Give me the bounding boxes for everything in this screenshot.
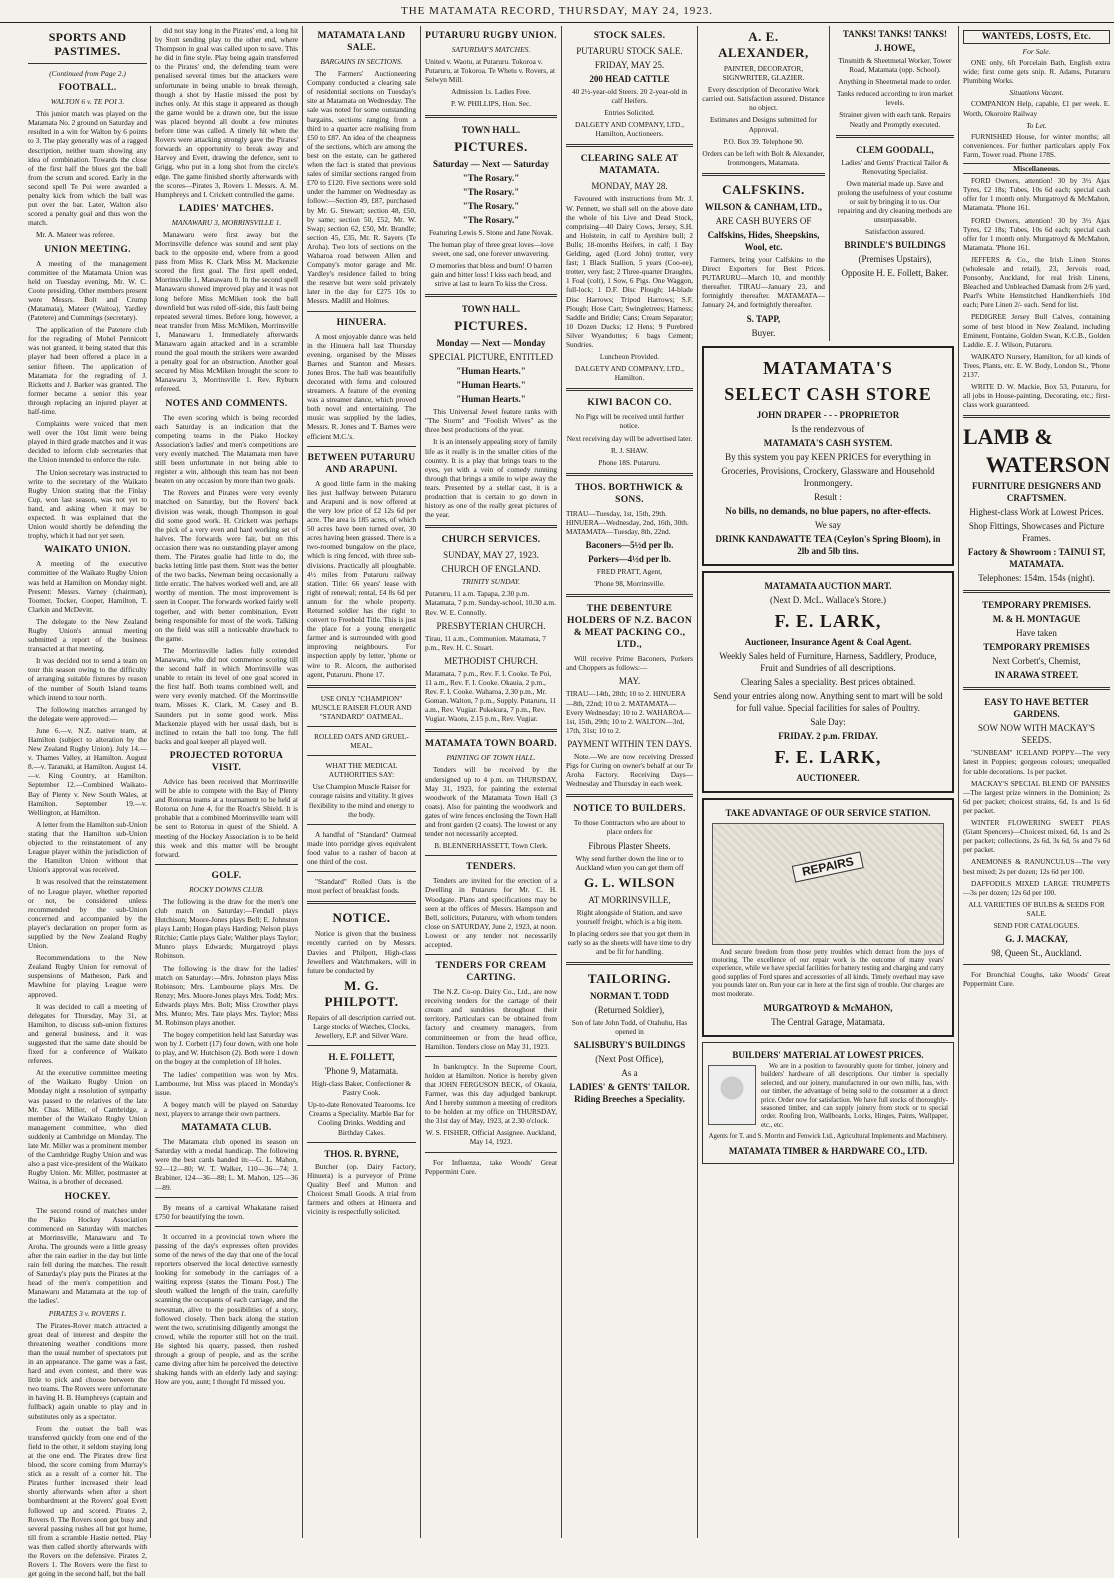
ad-text: Clearing Sales a speciality. Best prices obtained. bbox=[740, 676, 916, 687]
ad-text: Admission 1s. Ladies Free. bbox=[451, 87, 531, 97]
article-paragraph: It occurred in a provincial town where the passing of the day's expresses often provides some of the news of the day that one of the local reporters observed the local detective earnestly looking for somebody in the carriages of a waiting express (states the Timaru Post.) The sleuth walked the length of the train, carefully scanning the occupants of each carriage, and the newsman, alive to the possibilities of a story, followed closely. Then back along the station went the two, scrutinising diligently amongst the crowd, while the reporter still hot on the trail. He sighted his quarry, passed, then rushed through a group of people, and as the scribe came diving after him he perceived the detective shaking hands with an elderly lady and saying: How are you, aunt; I thought I'd missed you. bbox=[155, 1231, 298, 1387]
ad-auction-mart bbox=[702, 571, 954, 793]
location: The Central Garage, Matamata. bbox=[771, 1016, 885, 1027]
notice-text: Tenders are invited for the erection of a Dwelling in Putaruru for Mr. C. H. Woodgate. Plans and specifications may be seen at the offices of Messrs. Hampson and Bell, solicitors, Putaruru, with whom tenders close on SATURDAY, June 2, 1923, at noon. Lowest or any tender not necessarily accepted. bbox=[425, 876, 557, 949]
article-paragraph: From the outset the ball was transferred quickly from one end of the field to the other, it seldom staying long at the one end. The Pirates drew first blood, the score coming from Murray's stick as a result of a corner hit. The Pirates further increased their lead shortly afterwards when after a short bombardment at the Rovers' goal Evett followed up and scored. Pirates 2, Rovers 0. The Rovers soon got busy and several passing rushes all but got home, till from a scramble Hastie netted. Play was then called shortly afterwards with the Rovers on the defensive. Pirates 2, Rovers 1. The Rovers were the first to get going in the second half, but the ball bbox=[28, 1423, 147, 1578]
service-list: Matamata, 7 p.m., Rev. F. I. Cooke. Te Poi, 11 a.m., Rev. F. I. Cooke. Okauia, 2 p.m., Rev. F. I. Cooke. Waharoa, 2.30 p.m., Mr. Goman. Walton, 7 p.m., Supply. Putaruru, 11 a.m., Rev. Vugiar. Pukekura, 7 p.m., Rev. Vugiar. Waotu, 2.15 p.m., Rev. Vugiar. bbox=[425, 668, 557, 724]
article-paragraph: A bogey match will be played on Saturday next, players to arrange their own partners. bbox=[155, 1099, 298, 1118]
garage-illustration bbox=[712, 823, 944, 945]
film-title: "Human Hearts." bbox=[456, 366, 526, 377]
article-paragraph: The Union secretary was instructed to write to the secretary of the Waikato Rugby Union stating that the Finlay Cup, won last season, was not yet to hand, and asking when it may be expected. It was explained that the Union would shortly be defending the trophy, which it had not yet seen. bbox=[28, 467, 147, 541]
film-title: "The Rosary." bbox=[462, 200, 520, 211]
heading: THE DEBENTURE HOLDERS OF N.Z. BACON & MEAT PACKING CO., LTD., bbox=[567, 604, 692, 651]
mart-title: MATAMATA AUCTION MART. bbox=[764, 580, 892, 591]
ad-text: Son of late John Todd, of Otahuhu, Has opened in bbox=[571, 1018, 688, 1037]
section-heading: SPORTS AND PASTIMES. bbox=[48, 30, 127, 58]
phone: Phone 18S. Putaruru. bbox=[598, 457, 661, 467]
article-paragraph: did not stay long in the Pirates' end, a long hit by Stott sending play to the other end, where Thompson in goal was called upon to save. This he did in fine style. Play being again transferred to the Pirates' end, the defending team were penalised several times but the attackers were unfortunate in being unable to break through, though a shot by Hastie missed the post by inches only. At this stage it appeared as though the game would be a drawn one, but the issue was placed beyond all doubt a few minutes before time was called. A timely hit when the Rovers were attacking strongly gave the Pirates' forwards an opportunity to break away and Harvey and Evett, drawing the defence, sent to Grigg, who put in a long shot from the circle's edge. The game finished shortly afterwards with the scores—Pirates 3, Rovers 1. Messrs. A. M. Humphreys and I. Crickett controlled the game. bbox=[155, 26, 298, 199]
heading: HOCKEY. bbox=[64, 1191, 111, 1202]
article-paragraph: A letter from the Hamilton sub-Union stating that the Hamilton sub-Union objected to the reinstatement of any League player within the jurisdiction of the Hamilton Union without that Union's approval was received. bbox=[28, 819, 147, 875]
ad-text: And secure freedom from those petty troubles which detract from the joys of motoring. The excellence of our repair work is the outcome of many years' experience, while we have special facilities for battery testing and charging and carry good supplies of Ford spares and accessories of all kinds. Timely overhaul may save you pounds later on. Run your car in here at the first sign of trouble. Our charges are most moderate. bbox=[712, 948, 944, 998]
location: (Premises Upstairs), bbox=[858, 254, 932, 265]
subheading: TRINITY SUNDAY. bbox=[461, 577, 521, 587]
heading: BETWEEN PUTARURU AND ARAPUNI. bbox=[307, 452, 416, 475]
poem: O memories that bless and burn! O barren gain and bitter loss! I kiss each bead, and strive at last to learn To kiss the Cross. bbox=[429, 260, 553, 289]
signature-title: Buyer. bbox=[751, 327, 776, 338]
store-title: MATAMATA'S bbox=[763, 357, 893, 378]
business-name: M. G. PHILPOTT. bbox=[324, 977, 399, 1009]
heading: STOCK SALES. bbox=[593, 31, 666, 41]
heading: MATAMATA LAND SALE. bbox=[317, 31, 406, 53]
ad-text: Orders can be left with Bolt & Alexander, Ironmongers, Matamata. bbox=[702, 148, 825, 167]
article-paragraph: It was decided to call a meeting of delegates for Thursday, May 31, at Hamilton, to discuss sub-union fixtures and general business, and it was suggested that the same date should be fixed for a conference of Waikato referees. bbox=[28, 1001, 147, 1066]
column-classifieds bbox=[958, 26, 1114, 1538]
heading: MATAMATA TOWN BOARD. bbox=[425, 739, 557, 750]
service-list: Putaruru, 11 a.m. Tapapa, 2.30 p.m. Matamata, 7 p.m. Sunday-school, 10.30 a.m. Rev. W. E. Connolly. bbox=[425, 589, 556, 617]
business-name: NORMAN T. TODD bbox=[589, 991, 670, 1002]
notice-heading: NOTICE. bbox=[332, 910, 391, 926]
article-paragraph: Manawaru were first away but the Morrinsville defence was sound and sent play back to the opposite end, where from a good pass from Miss K. Clark Miss M. Mackenzie scored the first goal. The first spell ended, Morrinsville 1, Manawaru 0. In the second spell Manawaru showed improved play and it was not long before Miss McMiken took the ball downfield but was ruled off-side, this fault being repeated several times. Before long, however, a neat transfer from Miss McMiken, Morrinsville 1, Manawaru 1. Immediately afterwards Manawaru again attacked and in a scramble round the goal mouth the strikers were awarded a penalty goal for an obstruction. Another goal secured by Miss McMiken brought the score to Manawaru 3, Morrinsville 1. Rev. Ryburn refereed. bbox=[155, 229, 298, 394]
signature: S. TAPP, bbox=[746, 313, 781, 324]
ad-text: The human play of three great loves—love sweet, one sad, one forever unwavering. bbox=[428, 239, 554, 258]
classified-ad: PEDIGREE Jersey Bull Calves, containing some of best blood in New Zealand, including Eminent, Fontaine, Golden Swan, K.C.B., Golden Laddie. E. J. Wilson, Putaruru. bbox=[963, 312, 1110, 349]
ad-text: Result : bbox=[814, 491, 842, 502]
ad-text: Highest-class Work at Lowest Prices. bbox=[969, 507, 1104, 518]
business-name: A. E. ALEXANDER, bbox=[718, 29, 809, 60]
store-title: SELECT CASH STORE bbox=[724, 383, 932, 404]
ad-text: "SUNBEAM" ICELAND POPPY—The very latest in Poppies; gorgeous colours; unequalled for table decorations. 1s per packet. bbox=[963, 748, 1110, 776]
ad-text: We say bbox=[814, 519, 841, 530]
ad-text: Next Corbett's, Chemist, bbox=[992, 656, 1081, 667]
signature: DALGETY AND COMPANY, LTD., Hamilton. bbox=[575, 364, 684, 383]
ad-heading: EASY TO HAVE BETTER GARDENS. bbox=[984, 697, 1089, 720]
denomination: PRESBYTERIAN CHURCH. bbox=[436, 620, 546, 631]
ad-text: Auctioneer, Insurance Agent & Coal Agent. bbox=[744, 636, 912, 647]
article-paragraph: The application of the Patetere club for the regrading of Mohel Pennicott was not granted, it being stated that this player had been offered a place in a senior fifteen. The application of Matamata for the regrading of J. Ricketts and J. Barker was granted. The former became a senior this year through replacing an injured player at half-time. bbox=[28, 325, 147, 416]
business-heading: CALFSKINS. bbox=[722, 181, 805, 197]
business-name: MURGATROYD & McMAHON, bbox=[763, 1002, 893, 1013]
ad-service-station bbox=[702, 798, 954, 1037]
ad-text: Send your entries along now. Anything sent to mart will be sold for full value. Special facilities for sales of Poultry. bbox=[713, 690, 943, 713]
ad-text: "Standard" Rolled Oats is the most perfect of breakfast foods. bbox=[307, 877, 416, 896]
pictures-heading: PICTURES. bbox=[454, 318, 528, 334]
sale-date: MONDAY, MAY 28. bbox=[591, 181, 668, 192]
schedule: TIRAU—14th, 28th; 10 to 2. HINUERA—8th, 22nd; 10 to 2. MATAMATA—Every Wednesday; 10 to 2. WAHAROA—1st, 15th, 29th; 10 to 2. WALTON—3rd, 17th, 31st; 10 to 2. bbox=[566, 689, 691, 735]
ad-text: Right alongside of Station, and save yourself freight, which is a big item. bbox=[576, 907, 683, 926]
repairs-sign: REPAIRS bbox=[792, 851, 864, 882]
classified-section: To Let. bbox=[1026, 120, 1047, 130]
ad-text: To those Contractors who are about to place orders for bbox=[573, 818, 686, 837]
stock-list: 40 2½-year-old Steers. 20 2-year-old in calf Heifers. bbox=[571, 87, 687, 106]
tailoring-heading: TAILORING. bbox=[587, 971, 672, 987]
article-paragraph: A meeting of the management committee of the Matamata Union was held on Tuesday evening, Mr. W. C. Coote presiding. Other members present were Messrs. Bolt and Crump (Matamata), Mateer (Waitoa), Yardley (Patetere) and Cummings (secretary). bbox=[28, 258, 147, 323]
schedule: TIRAU—Tuesday, 1st, 15th, 29th. HINUERA—Wednesday, 2nd, 16th, 30th. MATAMATA—Tuesday, 8th, 22nd. bbox=[566, 508, 689, 536]
film-title: "Human Hearts." bbox=[456, 380, 526, 391]
article-paragraph: By means of a carnival Whakatane raised £750 for beautifying the town. bbox=[155, 1202, 298, 1221]
ad-select-cash-store bbox=[702, 346, 954, 566]
ad-text: Entries Solicited. bbox=[604, 108, 655, 118]
signature: P. W. PHILLIPS, Hon. Sec. bbox=[450, 99, 532, 109]
subheading: PAINTING OF TOWN HALL. bbox=[446, 753, 536, 763]
ad-text: Have taken bbox=[1016, 628, 1057, 639]
subheading: WALTON 6 v. TE POI 3. bbox=[50, 97, 125, 107]
subheading: PIRATES 3 v. ROVERS 1. bbox=[48, 1308, 127, 1318]
film-title: "The Rosary." bbox=[462, 214, 520, 225]
venue: TOWN HALL. bbox=[461, 124, 521, 135]
ad-text: DAFFODILS MIXED LARGE TRUMPETS—3s per dozen; 12s 6d per 100. bbox=[963, 878, 1110, 897]
ad-text: Tinsmith & Sheetmetal Worker, Tower Road, Matamata (opp. School). bbox=[838, 56, 952, 75]
ad-text: TEMPORARY PREMISES bbox=[983, 642, 1090, 653]
heading: KIWI BACON CO. bbox=[587, 398, 672, 409]
classified-ad: WAIKATO Nursery, Hamilton, for all kinds of Trees, Plants, etc. E. W. Body, London St., 'Phone 2137. bbox=[963, 351, 1110, 379]
business-name: J. HOWE, bbox=[874, 43, 916, 53]
article-paragraph: The Matamata club opened its season on Saturday with a medal handicap. The following were the best cards handed in:—G. L. Mahon, 92—12—80; W. T. Walker, 110—36—74; J. Brabiner, 124—36—88; L. M. Mahon, 125—36—89. bbox=[155, 1137, 298, 1192]
special-label: SPECIAL PICTURE, ENTITLED bbox=[429, 352, 553, 363]
location: (Next Post Office), bbox=[595, 1054, 664, 1065]
ad-text: No bills, no demands, no blue papers, no after-effects. bbox=[725, 505, 931, 516]
classified-section: For Sale. bbox=[1022, 47, 1051, 56]
heading: TENDERS. bbox=[466, 862, 516, 873]
heading: WANTEDS, LOSTS, Etc. bbox=[963, 30, 1110, 44]
article-paragraph: It was resolved that the reinstatement of no League player, whether reported or not, be considered unless recommended by the sub-Union concerned and accompanied by the player's declaration on proper form as supplied by the New Zealand Rugby Union. bbox=[28, 877, 147, 951]
article-paragraph: At the executive committee meeting of the Waikato Rugby Union on Monday night a resolution of sympathy was passed to the relatives of the late Mr. Chas. Miller, of Cambridge, a member of the Waikato Rugby Union management committee, who died suddenly at Cambridge on Monday. The late Mr. Miller was a prominent member of the Cambridge Rugby Union and was also a past vice-president of the Waikato Rugby Union. Mr. Miller, postmaster at Waitoa, is a brother of deceased. bbox=[28, 1068, 147, 1187]
business-name: WILSON & CANHAM, LTD., bbox=[704, 201, 823, 212]
ad-text: USE ONLY "CHAMPION" MUSCLE RAISER FLOUR AND "STANDARD" OATMEAL. bbox=[311, 693, 412, 721]
business-name: H. E. FOLLETT, bbox=[328, 1052, 395, 1063]
ad-text: Satisfaction assured. bbox=[864, 227, 925, 237]
ad-text: Shop Fittings, Showcases and Picture Frames. bbox=[968, 521, 1105, 544]
business-name: MATAMATA TIMBER & HARDWARE CO., LTD. bbox=[728, 1145, 928, 1156]
ad-text: Weekly Sales held of Furniture, Harness, Saddlery, Produce, Fruit and Sundries of all descriptions. bbox=[719, 650, 937, 673]
building: BRINDLE'S BUILDINGS bbox=[844, 240, 946, 251]
business-name: G. J. MACKAY, bbox=[1005, 934, 1068, 945]
sale-date: FRIDAY, MAY 25. bbox=[594, 60, 665, 70]
ad-text: ALL VARIETIES OF BULBS & SEEDS FOR SALE. bbox=[968, 899, 1105, 918]
stock-list: Favoured with instructions from Mr. J. W. Pennett, we shall sell on the above date the whole of his Live and Dead Stock, comprising—40 Dairy Cows, Jersey, S.H. and Holstein, in calf to Ayrshire bull; 2 Bulls; 18-months Heifers, in calf; 1 Bay Gelding, aged (Lord John) trotter, very fast; 1 Black Stallion, 5 years (Coo-ee), trotter, very fast; 2 Three-quarter Draughts, 1 Foal (colt), 1 Sow, 6 Pigs. One Waggon, full-lock; 1 D.F. Disc Plough; 14-blade Disc Harrows; Tripod Harrows; S.F. Plough; Hose Cart; Swingletrees; Harness; Saddle and Bridle; Cans; Cream Separator; 10 Dozen Ducks; 12 Hens; 9 Purebred Silver Wyandottes; 6 bags Cement; Sundries. bbox=[566, 194, 693, 349]
ad-text: Up-to-date Renovated Tearooms. Ice Creams a Speciality. Marble Bar for Cooling Drinks. Wedding and Birthday Cakes. bbox=[307, 1100, 416, 1137]
trades: PAINTER, DECORATOR, SIGNWRITER, GLAZIER. bbox=[722, 64, 805, 83]
sale-headline: 200 HEAD CATTLE bbox=[589, 74, 670, 84]
ad-text: Repairs of all description carried out. Large stocks of Watches, Clocks, Jewellery, E.P. and Silver Ware. bbox=[307, 1012, 416, 1040]
subheading: MANAWARU 3, MORRINSVILLE 1. bbox=[171, 217, 282, 227]
ad-text: Ladies' and Gents' Practical Tailor & Renovating Specialist. bbox=[841, 157, 949, 176]
heading: NOTES AND COMMENTS. bbox=[165, 398, 288, 409]
signature: FRED PRATT, Agent, bbox=[596, 567, 663, 577]
business-name: F. E. LARK, bbox=[774, 610, 882, 631]
notice-text: In bankruptcy. In the Supreme Court, holden at Hamilton. Notice is hereby given that JOHN FERGUSON BECK, of Okauia, Farmer, was this day adjudged bankrupt. And I hereby summon a meeting of creditors to be holden at my office on THURSDAY, the 31st day of May, 1923, at 2.30 o'clock. bbox=[425, 1061, 557, 1126]
proprietor: JOHN DRAPER - - - PROPRIETOR bbox=[756, 409, 900, 420]
ad-text: In placing orders see that you get them in early so as the sheets will have time to dry and be fit for handling. bbox=[567, 928, 692, 957]
ad-builders-material bbox=[702, 1042, 954, 1164]
subheading: BARGAINS IN SECTIONS. bbox=[320, 57, 403, 66]
payment-note: PAYMENT WITHIN TEN DAYS. bbox=[567, 738, 692, 749]
ad-text: MATAMATA'S CASH SYSTEM. bbox=[763, 437, 893, 448]
signature-title: AUCTIONEER. bbox=[796, 772, 860, 783]
heading: WAIKATO UNION. bbox=[44, 545, 131, 556]
classified-ad: JEFFERS & Co., the Irish Linen Stores (wholesale and retail), 23, Jervois road, Ponsonby, Auckland, for real Irish Linens, Bleached and Unbleached Damask from 2/6 yard, Pearl's White Hemstitched Handkerchiefs 10d each; Pure Linen 2/- each. Send for list. bbox=[963, 254, 1110, 310]
article-paragraph: A good little farm in the making lies just halfway between Putaruru and Arapuni and is now offered at the very low price of £2 12s 6d per acre. The area is 185 acres, of which 50 acres have been turned over, 30 acres having been grassed. There is a two-roomed bungalow on the place, which is ring fenced, with three sub-divisions. Practically all ploughable. 4½ miles from Putaruru railway station. Title: 66 years' lease with right of renewal; rental, £4 8s 6d per annum for the whole property. Returned soldier has the right to convert to Freehold Title. This is just the place for a young energetic farmer and is surrounded with good improving neighbours. For inspection apply by letter, 'phone or wire to R. Alcorn, the authorised agent, Putaruru. Phone 17. bbox=[307, 478, 416, 679]
ad-text: Use Champion Muscle Raiser for courage raisins and vitality. It gives flexibility to the mind and energy to the body. bbox=[308, 782, 415, 819]
ad-heading: TAKE ADVANTAGE OF OUR SERVICE STATION. bbox=[725, 807, 931, 818]
classified-ad: ONE only, 6ft Porcelain Bath, English extra wide; first come gets snip. R. Adams, Putaruru Plumbing Works. bbox=[963, 58, 1110, 86]
ad-text: Strainer given with each tank. Repairs Neatly and Promptly executed. bbox=[839, 110, 951, 129]
ad-text: Calfskins, Hides, Sheepskins, Wool, etc. bbox=[707, 229, 820, 252]
article-paragraph: The even scoring which is being recorded each Saturday is an indication that the competing teams in the Piako Hockey Association's ladies' and men's competitions are very evenly matched. The Matamata men have still been unfortunate in not being able to register a win, although this team has not been beaten on any occasion by more than two goals. bbox=[155, 412, 298, 486]
ad-howe-goodall bbox=[836, 26, 954, 341]
notice-text: The N.Z. Co-op. Dairy Co., Ltd., are now receiving tenders for the cartage of their cream and sundries throughout their territory. Particulars can be obtained from factory and creamery managers, from committeemen or from the head office, Hamilton. Tenders close on May 31, 1923. bbox=[425, 987, 557, 1051]
business-name: G. L. WILSON bbox=[583, 874, 675, 890]
denomination: METHODIST CHURCH. bbox=[444, 655, 538, 666]
ad-text: It is an intensely appealing story of family life as it really is in the smaller cities of the country. It is a play that brings tears to the eyes, yet with a vein of comedy running through that brings a smile to wipe away the tears. Presented by a stellar cast, it is a production that is certain to go down in history as one of the really great pictures of the year. bbox=[425, 437, 557, 520]
ad-heading: BUILDERS' MATERIAL AT LOWEST PRICES. bbox=[732, 1049, 924, 1060]
ad-text: ARE CASH BUYERS OF bbox=[715, 215, 812, 226]
continuation-note: (Continued from Page 2.) bbox=[49, 69, 126, 78]
article-paragraph: The following is the draw for the ladies' match on Saturday:—Mrs. Johnston plays Miss Robinson; Mrs. Lambourne plays Mrs. De Renzy; Mrs. Moore-Jones plays Mrs. Todd; Mrs. Edwards plays Mrs. Bolt; Miss Crowther plays Mrs. Munro; Mrs. Tate plays Mrs. Taylor; Miss M. Robinson plays another. bbox=[155, 963, 298, 1028]
ad-text: Butcher (op. Dairy Factory, Hinuera) is a purveyor of Prime Quality Beef and Mutton and Choicest Small Goods. A trial from farmers and others at Hinuera and vicinity is respectfully solicited. bbox=[307, 1161, 416, 1217]
article-paragraph: The Farmers' Auctioneering Company conducted a clearing sale of residential sections on Tuesday's site at Matamata on Wednesday. The sale was noted for some outstanding bargains, sections ranging from a third to a quarter acre realising from £50 to £87. An idea of the cheapness of the sections, which are among the best on the estate, can be gathered when the fact is stated that previous sales of similar sections ranged from £70 to £120. Five sections were sold under the hammer on Wednesday as follow:—Section 49, £87, purchased by Mr. G. Stewart; section 48, £50, by same; section 50, £52, Mr. W. Swap; section 62, £50, Mr. Brandle; section 45, £35, Mr. R. Sayers (Te Aroha). Two lots of sections on the Waharoa road between Allen and Company's motor garage and Mr. Yardley's residence failed to bring the reserve but were sold privately later in the day for £275 10s to Messrs. Madill and Holmes. bbox=[307, 69, 416, 306]
notice-text: Will receive Prime Baconers, Porkers and Choppers as follows:— bbox=[566, 654, 693, 673]
heading: TENDERS FOR CREAM CARTING. bbox=[435, 961, 547, 984]
classified-section: Miscellaneous. bbox=[963, 163, 1110, 174]
article-paragraph: The second round of matches under the Piako Hockey Association commenced on Saturday with matches at Morrinsville, Manawaru and Te Aroha. The grounds were a little greasy after the rain earlier in the day but little rain fell during the matches. The result of Saturday's play puts the Pirates at the head of the men's competition and Manawaru and Matamata at the top of the ladies'. bbox=[28, 1205, 147, 1306]
business-name: THOS. R. BYRNE, bbox=[324, 1148, 399, 1159]
fixture-list: United v. Waotu, at Putaruru. Tokoroa v. Putaruru, at Tokoroa. Te Whetu v. Rovers, at Selwyn Mill. bbox=[425, 57, 556, 85]
ad-text: ROLLED OATS AND GRUEL-MEAL. bbox=[314, 732, 409, 751]
location: 98, Queen St., Auckland. bbox=[991, 948, 1082, 959]
heading: PUTARURU RUGBY UNION. bbox=[425, 31, 557, 41]
ad-text: LADIES' & GENTS' TAILOR. Riding Breeches a Speciality. bbox=[569, 1082, 690, 1105]
ad-text: High-class Baker, Confectioner & Pastry Cook. bbox=[311, 1079, 412, 1098]
ad-text: This Universal Jewel feature ranks with "The Storm" and "Foolish Wives" as the three best productions of the year. bbox=[425, 407, 557, 435]
month: MAY. bbox=[618, 676, 641, 687]
ad-text: WHAT THE MEDICAL AUTHORITIES SAY: bbox=[325, 761, 398, 780]
column-stock-sales bbox=[561, 26, 697, 1538]
heading: HINUERA. bbox=[336, 317, 387, 328]
ad-text: Farmers, bring your Calfskins to the Direct Exporters for Best Prices. PUTARURU—March 10, and monthly thereafter. TIRAU—January 23, and fortnightly thereafter. MATAMATA—January 24, and fortnightly thereafter. bbox=[702, 254, 825, 310]
article-paragraph: Mr. A. Mateer was referee. bbox=[36, 230, 115, 240]
sale-name: PUTARURU STOCK SALE. bbox=[576, 46, 683, 56]
ad-text: SEND FOR CATALOGUES. bbox=[993, 920, 1080, 930]
ad-text: ANEMONES & RANUNCULUS—The very best mixed; 2s per dozen; 12s 6d per 100. bbox=[963, 857, 1110, 876]
ad-text: SOW NOW WITH MACKAY'S SEEDS. bbox=[977, 723, 1096, 746]
ad-text: Anything in Sheetmetal made to order. bbox=[838, 77, 952, 87]
venue: TOWN HALL. bbox=[461, 304, 521, 315]
ad-text: Estimates and Designs submitted for Approval. bbox=[709, 115, 817, 134]
column-rugby-pictures bbox=[420, 26, 561, 1538]
ad-text: IN ARAWA STREET. bbox=[994, 670, 1079, 681]
classified-ad: WRITE D. W. Mackie, Box 53, Putaruru, for all jobs in House-painting, Decorating, etc.; first-class work guaranteed. bbox=[963, 382, 1110, 410]
article-paragraph: A meeting of the executive committee of the Waikato Rugby Union was held at Hamilton on Monday night. Present: Messrs. Varney (chairman), Toomer, Tocker, Cooper, Hamilton, T. Clarkin and McDevitt. bbox=[28, 559, 147, 614]
subheading: ROCKY DOWNS CLUB. bbox=[189, 884, 264, 894]
notice-text: Tenders will be received by the undersigned up to 4 p.m. on THURSDAY, May 31, 1923, for painting the external woodwork of the Matamata Town Hall (3 coats). Also for painting the woodwork and gates of wire fences enclosing the Town Hall and front garden (2 coats). The lowest or any tender not necessarily accepted. bbox=[425, 765, 557, 839]
phone: Telephones: 154m. 154s (night). bbox=[978, 573, 1095, 584]
article-paragraph: The following is the draw for the men's one club match on Saturday:—Fendall plays Hutchison; Moore-Jones plays Bell; E. Johnston plays Lamb; Hogan plays Harding; Nelson plays Ritchie; Cattle plays Gale; Walther plays Taylor; Munro plays Edwards; Murgatroyd plays Robinson. bbox=[155, 896, 298, 961]
fixture-list: June 6.—v. N.Z. native team, at Hamilton (subject to alteration by the New Zealand Rugby Union). July 14.—v. Thames Valley, at Hamilton. August 8.—v. Taranaki, at Hamilton. August 14.—v. King Country, at Hamilton. September 12.—Combined Waikato-Bay of Plenty v. New South Wales, at Hamilton. September 19.—v. Wellington, at Hamilton. bbox=[28, 725, 147, 817]
ad-text: We are in a position to favourably quote for timber, joinery and builders' hardware of all descriptions. Our timber is specially selected, and our joinery, manufactured in our own mills, has, with our timber, the advantage of being sold to the consumer at a direct price. Order now for satisfaction. We have full stocks of thoroughly-seasoned timber, and can supply joinery from stock or to special order. Roofing Iron, Wallboards, Locks, Hinges, Paints, Wallpaper, etc., etc. bbox=[761, 1062, 948, 1129]
heading: THOS. BORTHWICK & SONS. bbox=[575, 482, 684, 505]
location: (Next D. McL. Wallace's Store.) bbox=[770, 594, 886, 605]
article-paragraph: Advice has been received that Morrinsville will be able to compete with the Bay of Plenty and Rotorua teams at a tournament to be held at Rotorua on June 4, for the Roach's Shield. It is probable that a combined Morrinsville team will be sent to Rotorua in quest of the Shield. A meeting of the Hockey Association is to be held this week and this matter will be brought forward. bbox=[155, 776, 298, 859]
church-date: SUNDAY, MAY 27, 1923. bbox=[443, 550, 539, 561]
contact: P.O. Box 39. Telephone 90. bbox=[723, 136, 804, 146]
film-title: "Human Hearts." bbox=[456, 394, 526, 405]
column-hockey-golf bbox=[150, 26, 302, 1538]
showing-day: Monday — Next — Monday bbox=[436, 338, 546, 349]
article-paragraph: The delegate to the New Zealand Rugby Union's annual meeting submitted a report of the business transacted at that meeting. bbox=[28, 616, 147, 654]
ad-text: Is the rendezvous of bbox=[791, 423, 865, 434]
column-sports bbox=[0, 26, 150, 1578]
ad-text: Why send further down the line or to Auckland when you can get them off bbox=[575, 853, 684, 872]
signature: R. J. SHAW. bbox=[610, 445, 649, 455]
ad-text: Groceries, Provisions, Crockery, Glassware and Household Ironmongery. bbox=[721, 465, 935, 488]
heading: FOOTBALL. bbox=[58, 83, 117, 94]
article-paragraph: The Morrinsville ladies fully extended Manawaru, who did not commence scoring till the second half in which Morrinsville was unable to retain its level of one goal scored in the first half. Both teams combined well, and were very evenly matched. Of the Morrinsville team, Misses K. Clark, M. Casey and B. Saunders put in some good work. Miss Mackenzie played with her usual dash, but is inclined to retain the ball too long. The full backs and goal keeper all played well. bbox=[155, 645, 298, 746]
heading: MATAMATA CLUB. bbox=[181, 1123, 272, 1134]
building: SALISBURY'S BUILDINGS bbox=[573, 1040, 686, 1051]
notice-text: Notice is given that the business recently carried on by Messrs. Davies and Philpott, High-class Jewellers and Watchmakers, will in future be conducted by bbox=[307, 929, 416, 975]
subheading: SATURDAY'S MATCHES. bbox=[451, 45, 531, 54]
article-paragraph: The ladies' competition was won by Mrs. Lambourne, but Miss was placed in Monday's issue. bbox=[155, 1069, 298, 1097]
ad-text: FURNITURE DESIGNERS AND CRAFTSMEN. bbox=[971, 481, 1102, 504]
ad-text: For Bronchial Coughs, take Woods' Great Peppermint Cure. bbox=[963, 970, 1110, 989]
subtitle: (Returned Soldier), bbox=[594, 1005, 665, 1016]
signature: B. BLENNERHASSETT, Town Clerk. bbox=[434, 841, 548, 851]
business-name: LAMB & bbox=[963, 424, 1053, 450]
denomination: CHURCH OF ENGLAND. bbox=[441, 564, 541, 575]
heading: GOLF. bbox=[211, 870, 242, 881]
column-advertisements bbox=[697, 26, 958, 1538]
ad-text: Luncheon Provided. bbox=[599, 352, 660, 362]
classified-ad: FORD Owners, attention! 30 by 3½ Ajax Tyres, £2 18s; Tubes, 10s 6d each; special cash offer for 1 month only. Murgatroyd & McMahon, Matamata. 'Phone 161. bbox=[963, 176, 1110, 213]
ad-text: For Influenza, take Woods' Great Peppermint Cure. bbox=[425, 1157, 557, 1176]
ad-text: DRINK KANDAWATTE TEA (Ceylon's Spring Bloom), in 2lb and 5lb tins. bbox=[715, 533, 941, 556]
price: Porkers—4½d per lb. bbox=[588, 554, 671, 565]
heading: CLEARING SALE AT MATAMATA. bbox=[580, 154, 679, 177]
article-paragraph: This junior match was played on the Matamata No. 2 ground on Saturday and resulted in a win for Walton by 6 points to 3. The play generally was of a ragged description, neither team showing any idea of combination. Towards the close of the first half the blues got the ball from the scrum and scored. Early in the second spell Te Poi were awarded a penalty kick from which the ball was put over the bar. Later, Walton also scored a penalty goal and thus won the match. bbox=[28, 109, 147, 228]
notice-text: No Pigs will be received until further notice. bbox=[575, 412, 684, 431]
heading: UNION MEETING. bbox=[44, 244, 131, 255]
ad-text: MACKAY'S SPECIAL BLEND OF PANSIES—The largest prize winners in the Dominion; 2s 6d per packet; choicest strains, 6d, 1s and 1s 6d per packet. bbox=[963, 778, 1110, 815]
column-land-sale bbox=[302, 26, 420, 1538]
masthead: THE MATAMATA RECORD, THURSDAY, MAY 24, 1923. bbox=[0, 0, 1114, 23]
business-name: WATERSON bbox=[985, 452, 1110, 478]
film-title: "The Rosary." bbox=[462, 186, 520, 197]
article-paragraph: The bogey competition held last Saturday was won by J. Corbett (17) four down, with one hole to play, and W. Hutchison (2). Both were 1 down on the bogey at the completion of 18 holes. bbox=[155, 1030, 299, 1067]
signature: W. S. FISHER, Official Assignee. Auckland, May 14, 1923. bbox=[425, 1128, 557, 1147]
service-list: Tirau, 11 a.m., Communion. Matamata, 7 p.m., Rev. H. C. Stuart. bbox=[425, 633, 546, 652]
business-name: CLEM GOODALL, bbox=[856, 144, 934, 155]
article-paragraph: The Pirates-Rover match attracted a great deal of interest and despite the threatening weather conditions more than the usual number of spectators put in an appearance. The game was a fast, hard and even contest, and there was little to pick and choose between the two teams. The Rovers were unfortunate in having H. B. Humphreys (captain and fullback) again unable to play and in substitutes only as a spectator. bbox=[28, 1320, 147, 1421]
ad-text: Agents for T. and S. Morrin and Fenwick Ltd., Agricultural Implements and Machinery. bbox=[708, 1133, 948, 1141]
ad-text: Sale Day: bbox=[810, 716, 846, 727]
product: Fibrous Plaster Sheets. bbox=[588, 840, 671, 851]
classified-ad: FURNISHED House, for winter months; all conveniences. For further particulars apply Fox Farm, Tower road. Phone 178S. bbox=[963, 131, 1110, 159]
classified-ad: COMPANION Help, capable, £1 per week. E. Worth, Okoroire Railway bbox=[963, 99, 1110, 118]
ad-heading: TANKS! TANKS! TANKS! bbox=[842, 29, 948, 39]
business-name: M. & H. MONTAGUE bbox=[992, 614, 1081, 625]
ad-heading: TEMPORARY PREMISES. bbox=[982, 600, 1091, 611]
ad-text: WINTER FLOWERING SWEET PEAS (Giant Spencers)—Choicest mixed, 6d, 1s and 2s per packet; collections, 2s 6d, 3s 6d, 5s and 7s 6d per packet. bbox=[963, 818, 1110, 855]
phone: 'Phone 9, Matamata. bbox=[324, 1066, 399, 1077]
business-name: F. E. LARK, bbox=[774, 746, 882, 767]
ad-text: Featuring Lewis S. Stone and Jane Novak. bbox=[428, 227, 554, 237]
article-paragraph: A most enjoyable dance was held in the Hinuera hall last Thursday evening, organised by the Misses Barnes and Stanton and Messrs. Jones Bros. The hall was beautifully decorated with ferns and coloured streamers. A feature of the evening was a streamer dance, which proved both novel and entertaining. The music was supplied by the ladies, Messrs. R. Jones and T. Barnes were efficient M.C.'s. bbox=[307, 331, 416, 441]
film-title: "The Rosary." bbox=[462, 172, 520, 183]
price: Baconers—5½d per lb. bbox=[585, 540, 674, 551]
article-paragraph: The Rovers and Pirates were very evenly matched on Saturday, but the Rovers' back division was weak, though Thompson in goal did some good work. H. Crickett was perhaps the pick of a very even and hard working set of halves. The forwards were fair, but on this occasion there was no outstanding player among them. The Pirates goalie had little to do, the backs letting little past them. Stott was the better of the two backs, Newman being occasionally a little erratic. The halves worked well and, are all worthy of mention. The most improvement is seen in Cooper. The forwards worked fairly well together, and with better combination, Evett being responsible for most of the work. Talking on the field was still a noticeable drawback to the game. bbox=[155, 488, 298, 643]
article-paragraph: Recommendations to the New Zealand Rugby Union for removal of suspensions of Matheson, Park and Mawhine for playing League were approved. bbox=[28, 953, 147, 999]
ad-text: By this system you pay KEEN PRICES for everything in bbox=[725, 451, 931, 462]
classified-ad: FORD Owners, attention! 30 by 3½ Ajax Tyres, £2 18s; Tubes, 10s 6d each; special cash offer for 1 month only. Murgatroyd & McMahon, Matamata. 'Phone 161. bbox=[963, 215, 1110, 252]
ad-text: Tanks reduced according to iron market levels. bbox=[836, 89, 953, 108]
notice-text: Next receiving day will be advertised later. bbox=[566, 433, 693, 443]
ad-text: Own material made up. Save and prolong the usefulness of your costume or suit by bringing it to us. Our repairing and dry cleaning methods are unsurpassable. bbox=[837, 178, 953, 225]
ad-text: Factory & Showroom : TAINUI ST, MATAMATA. bbox=[967, 547, 1106, 570]
article-paragraph: Complaints were voiced that men well over the 10st limit were being played in third grade matches and it was decided to inform club secretaries that the Union intended to enforce the rule. bbox=[28, 419, 147, 465]
heading: CHURCH SERVICES. bbox=[441, 535, 541, 546]
ad-text: A handful of "Standard" Oatmeal made into porridge gives equivalent food value to a rasher of bacon at one third of the cost. bbox=[307, 829, 416, 867]
portrait-illustration bbox=[708, 1065, 756, 1125]
location: Opposite H. E. Follett, Baker. bbox=[841, 268, 949, 279]
showing-day: Saturday — Next — Saturday bbox=[432, 158, 549, 169]
ad-alexander-calfskins bbox=[702, 26, 830, 341]
heading: PROJECTED ROTORUA VISIT. bbox=[169, 750, 284, 773]
pictures-heading: PICTURES. bbox=[454, 138, 528, 154]
notice-text: Note.—We are now receiving Dressed Pigs for Curing on owner's behalf at our Te Aroha Factory. Receiving Days—Wednesday and Thursday in each week. bbox=[566, 751, 693, 789]
phone: 'Phone 98, Morrinsville. bbox=[594, 579, 665, 589]
article-paragraph: It was decided not to send a team on tour this season owing to the difficulty of arranging suitable fixtures by reason of the number of South Island teams which intend to tour north. bbox=[28, 656, 147, 702]
signature: DALGETY AND COMPANY, LTD., Hamilton, Auctioneers. bbox=[575, 120, 684, 139]
location: AT MORRINSVILLE, bbox=[588, 894, 671, 905]
ad-text: As a bbox=[621, 1068, 638, 1079]
article-paragraph: The following matches arranged by the delegate were approved:— bbox=[28, 704, 147, 723]
classified-section: Situations Vacant. bbox=[1009, 88, 1064, 98]
heading: LADIES' MATCHES. bbox=[179, 203, 274, 214]
ad-text: Every description of Decorative Work carried out. Satisfaction assured. Distance no object. bbox=[702, 85, 825, 113]
sale-day: FRIDAY. 2 p.m. FRIDAY. bbox=[778, 730, 878, 741]
heading: NOTICE TO BUILDERS. bbox=[573, 804, 686, 815]
